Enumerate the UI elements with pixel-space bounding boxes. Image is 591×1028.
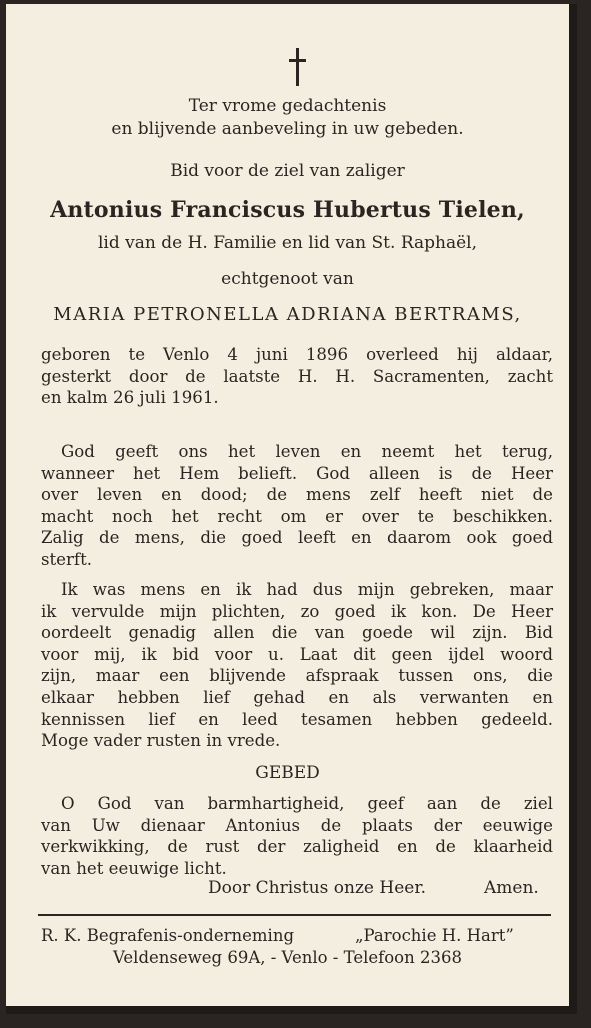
- paragraph-1: [41, 441, 553, 571]
- prayer-closing: Door Christus onze Heer.: [208, 878, 426, 898]
- cross-icon: [289, 48, 305, 88]
- prayer-line: verkwikking, de rust der zaligheid en de klaarheid: [41, 837, 553, 857]
- paragraph-2: [41, 579, 553, 752]
- intro-line-1: Ter vrome gedachtenis: [188, 96, 387, 116]
- paragraph-line: Moge vader rusten in vrede.: [41, 731, 281, 751]
- prayer-amen: Amen.: [484, 878, 539, 898]
- paragraph-line: oordeelt genadig allen die van goede wil zijn. Bid: [41, 623, 553, 643]
- footer-company: R. K. Begrafenis-onderneming: [41, 926, 295, 945]
- membership-line: lid van de H. Familie en lid van St. Raphaël,: [97, 233, 478, 253]
- prayer-heading: GEBED: [255, 763, 320, 783]
- spouse-name: MARIA PETRONELLA ADRIANA BERTRAMS,: [53, 304, 522, 325]
- footer-divider: [38, 914, 551, 916]
- biography-line: en kalm 26 juli 1961.: [41, 388, 219, 408]
- paragraph-line: kennissen lief en leed tesamen hebben gedeeld.: [41, 709, 553, 729]
- intro-line-2: en blijvende aanbeveling in uw gebeden.: [111, 119, 464, 139]
- prayer-line: van Uw dienaar Antonius de plaats der eeuwige: [41, 815, 553, 835]
- footer-address: Veldenseweg 69A, - Venlo - Telefoon 2368: [113, 948, 462, 967]
- pray-for-line: Bid voor de ziel van zaliger: [170, 161, 405, 181]
- paragraph-line: zijn, maar een blijvende afspraak tussen ons, die: [41, 666, 553, 686]
- paragraph-line: elkaar hebben lief gehad en als verwanten en: [41, 687, 553, 707]
- prayer-line: van het eeuwige licht.: [41, 858, 227, 878]
- footer-parish: „Parochie H. Hart”: [355, 926, 514, 945]
- biography-line: gesterkt door de laatste H. H. Sacramenten, zacht: [41, 366, 553, 386]
- biography-line: geboren te Venlo 4 juni 1896 overleed hij aldaar,: [41, 345, 553, 364]
- paragraph-line: over leven en dood; de mens zelf heeft niet de: [41, 485, 553, 505]
- paragraph-line: God geeft ons het leven en neemt het terug,: [61, 442, 553, 461]
- memorial-card: [6, 4, 577, 1014]
- paragraph-line: macht noch het recht om er over te beschikken.: [41, 506, 553, 526]
- paragraph-line: Zalig de mens, die goed leeft en daarom ook goed: [41, 528, 553, 548]
- prayer-line: O God van barmhartigheid, geef aan de ziel: [61, 794, 553, 813]
- paragraph-line: ik vervulde mijn plichten, zo goed ik kon. De Heer: [41, 601, 553, 621]
- paragraph-line: voor mij, ik bid voor u. Laat dit geen ijdel woord: [41, 644, 553, 664]
- paragraph-line: wanneer het Hem belieft. God alleen is de Heer: [41, 463, 553, 483]
- prayer-text: [41, 793, 553, 879]
- paragraph-line: Ik was mens en ik had dus mijn gebreken, maar: [61, 580, 553, 599]
- paragraph-line: sterft.: [41, 549, 93, 569]
- biography: [41, 344, 553, 409]
- spouse-intro: echtgenoot van: [221, 269, 354, 289]
- deceased-name: Antonius Franciscus Hubertus Tielen,: [50, 197, 525, 223]
